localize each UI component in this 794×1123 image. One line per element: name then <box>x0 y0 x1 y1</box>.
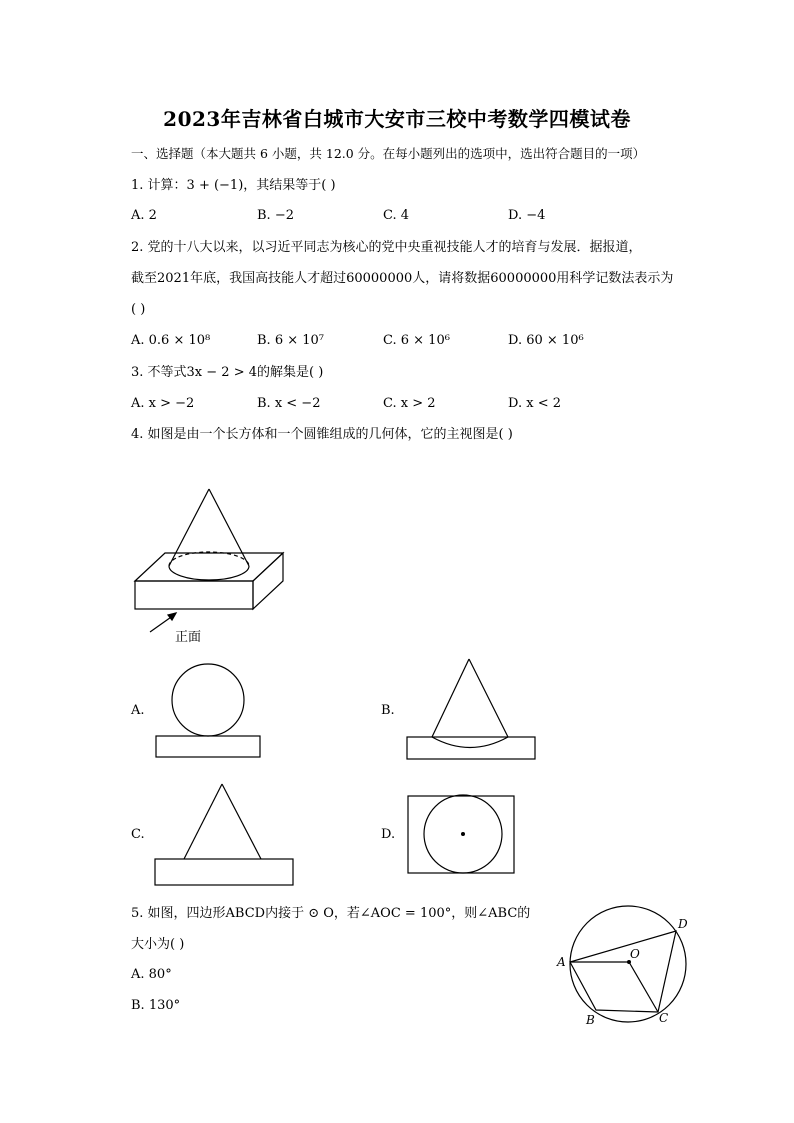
question-5-line-2: 大小为( ) <box>131 937 185 952</box>
question-1-option-d: D. −4 <box>508 208 546 223</box>
page-title: 2023年吉林省白城市大安市三校中考数学四模试卷 <box>163 107 631 131</box>
front-view-label: 正面 <box>175 630 202 645</box>
question-2-option-a: A. 0.6 × 10⁸ <box>131 333 211 348</box>
point-c-label: C <box>659 1011 669 1025</box>
question-3-option-d: D. x < 2 <box>508 396 561 411</box>
question-3-option-b: B. x < −2 <box>257 396 321 411</box>
point-a-label: A <box>557 955 566 969</box>
point-o-label: O <box>630 947 640 961</box>
question-4-option-c-label: C. <box>131 827 145 842</box>
question-2-line-1: 2. 党的十八大以来，以习近平同志为核心的党中央重视技能人才的培育与发展．据报道， <box>131 240 642 255</box>
point-d-label: D <box>678 917 688 931</box>
question-4-option-d-label: D. <box>381 827 396 842</box>
question-5-line-1: 5. 如图，四边形ABCD内接于 ⊙ O，若∠AOC = 100°，则∠ABC的 <box>131 906 531 921</box>
question-2-line-3: ( ) <box>131 302 146 317</box>
question-5-option-a: A. 80° <box>131 967 172 982</box>
question-4-option-b-label: B. <box>381 703 395 718</box>
question-1-option-c: C. 4 <box>383 208 410 223</box>
question-4-stem: 4. 如图是由一个长方体和一个圆锥组成的几何体，它的主视图是( ) <box>131 427 513 442</box>
question-1-stem: 1. 计算：3 + (−1)，其结果等于( ) <box>131 178 336 193</box>
question-3-option-c: C. x > 2 <box>383 396 436 411</box>
question-2-option-d: D. 60 × 10⁶ <box>508 333 584 348</box>
section-heading: 一、选择题（本大题共 6 小题，共 12.0 分。在每小题列出的选项中，选出符合题目的一项） <box>131 146 646 161</box>
question-5-option-b: B. 130° <box>131 998 181 1013</box>
question-4-option-a-label: A. <box>131 703 145 718</box>
question-3-stem: 3. 不等式3x − 2 > 4的解集是( ) <box>131 365 324 380</box>
question-3-option-a: A. x > −2 <box>131 396 195 411</box>
question-2-line-2: 截至2021年底，我国高技能人才超过60000000人，请将数据60000000用科学记数法表示为 <box>131 271 674 286</box>
question-2-option-b: B. 6 × 10⁷ <box>257 333 324 348</box>
question-1-option-b: B. −2 <box>257 208 294 223</box>
question-2-option-c: C. 6 × 10⁶ <box>383 333 450 348</box>
question-1-option-a: A. 2 <box>131 208 157 223</box>
point-b-label: B <box>586 1013 595 1027</box>
